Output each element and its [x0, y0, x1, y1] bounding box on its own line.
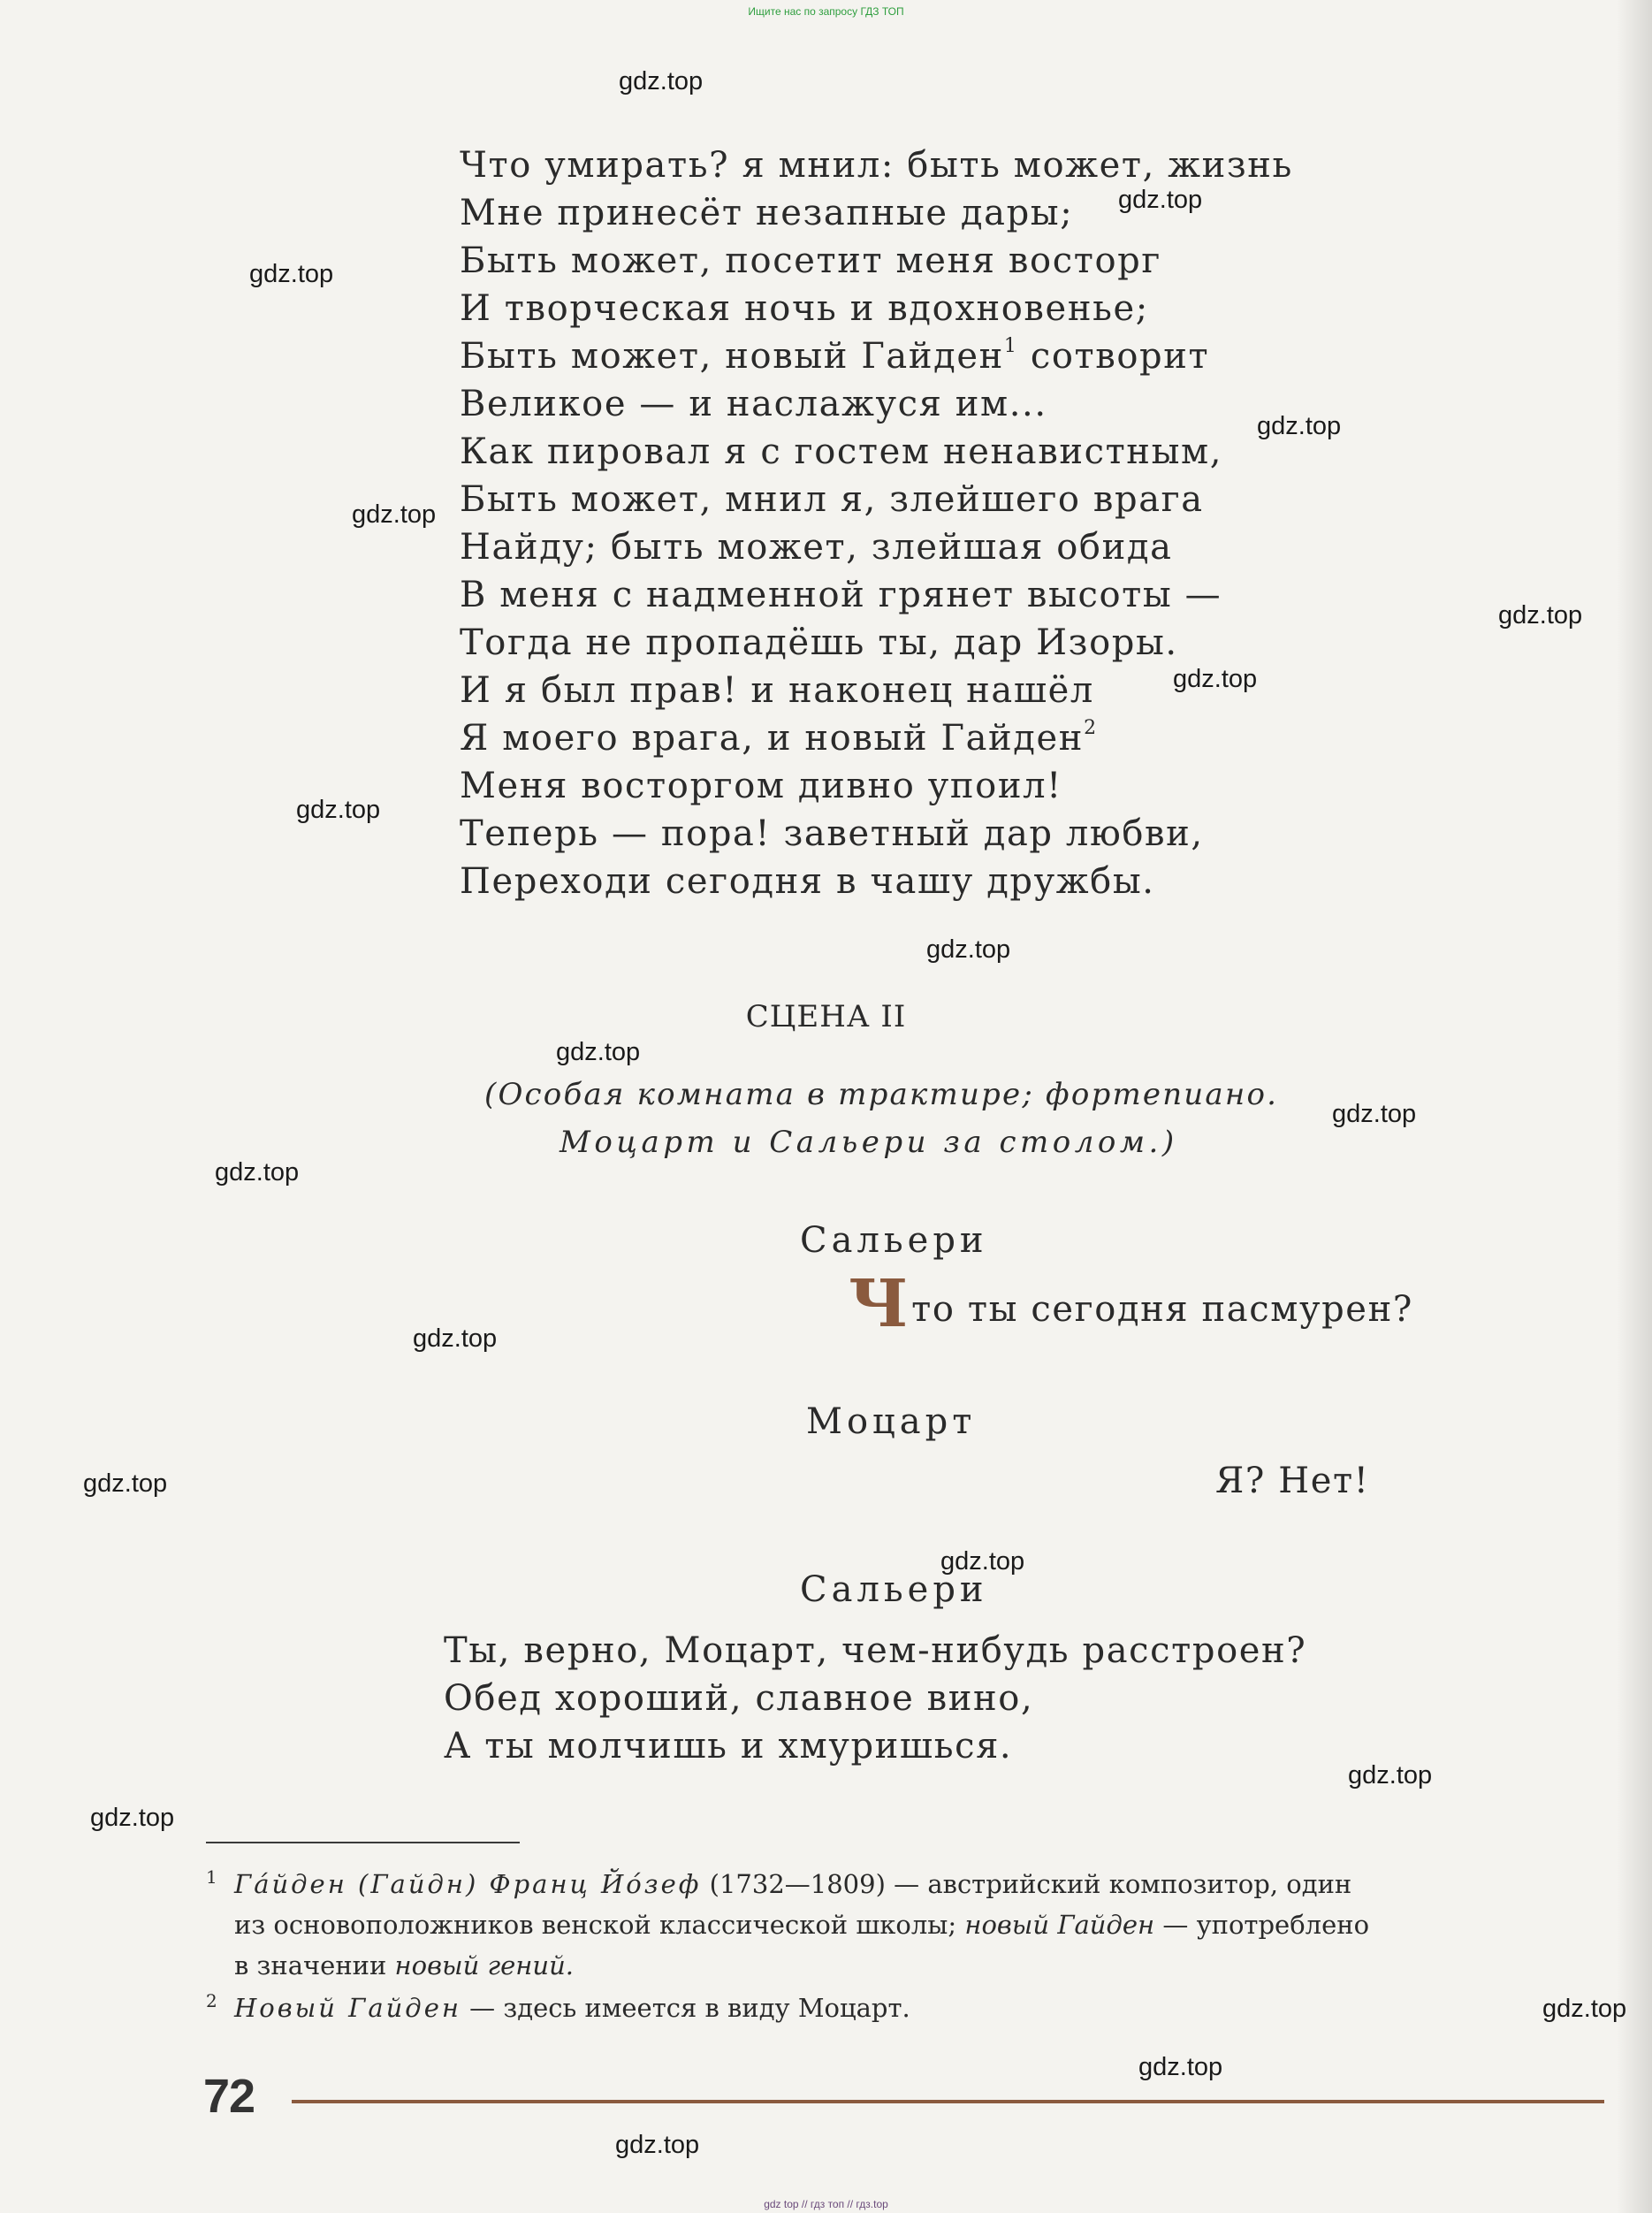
watermark: gdz.top: [1138, 2053, 1223, 2081]
footnote-term: Новый Гайден: [234, 1993, 461, 2023]
watermark: gdz.top: [1118, 186, 1203, 214]
footnote-number: 1: [206, 1866, 217, 1888]
footnote-1: [206, 1864, 1611, 1986]
footnote-text: [234, 1864, 1611, 1986]
poem-line-text: сотворит: [1017, 336, 1210, 377]
watermark: gdz.top: [413, 1324, 498, 1353]
footnote-term: новый гений.: [394, 1950, 574, 1980]
poem-line: [460, 332, 1432, 380]
watermark: gdz.top: [1542, 1995, 1627, 2023]
poem-line: Меня восторгом дивно упоил!: [460, 766, 1062, 806]
footnote-text-part: — употреблено: [1154, 1910, 1370, 1940]
watermark: gdz.top: [249, 260, 334, 288]
drop-cap: Ч: [849, 1266, 910, 1342]
poem-line: Найду; быть может, злейшая обида: [460, 527, 1173, 568]
watermark: gdz.top: [940, 1547, 1025, 1576]
poem-line: Как пировал я с гостем ненавистным,: [460, 431, 1223, 472]
footnote-text-part: из основоположников венской классической школы;: [234, 1910, 965, 1940]
poem-line: Быть может, посетит меня восторг: [460, 240, 1161, 281]
poem-block: [460, 141, 1432, 905]
speaker-name: Сальери: [800, 1569, 988, 1610]
footnote-text-part: — здесь имеется в виду Моцарт.: [461, 1993, 910, 2023]
poem-line: Что умирать? я мнил: быть может, жизнь: [460, 145, 1293, 186]
poem-line: Переходи сегодня в чашу дружбы.: [460, 861, 1155, 902]
stage-direction-line: Моцарт и Сальери за столом.): [560, 1125, 1178, 1160]
poem-line-text: Быть может, новый Гайден: [460, 336, 1004, 377]
footnote-term: новый Гайден: [964, 1910, 1155, 1940]
dialogue-line: А ты молчишь и хмуришься.: [444, 1726, 1013, 1767]
watermark: gdz.top: [1173, 665, 1258, 693]
dialogue-line: [849, 1266, 1413, 1342]
watermark: gdz.top: [556, 1038, 641, 1066]
poem-line: И творческая ночь и вдохновенье;: [460, 288, 1149, 329]
watermark: gdz.top: [1257, 412, 1342, 440]
watermark: gdz.top: [1498, 601, 1583, 630]
poem-line: Тогда не пропадёшь ты, дар Изоры.: [460, 622, 1178, 663]
top-banner[interactable]: Ищите нас по запросу ГДЗ ТОП: [748, 5, 904, 18]
poem-line: И я был прав! и наконец нашёл: [460, 670, 1094, 711]
speaker-name: Моцарт: [806, 1401, 977, 1442]
poem-line: [460, 714, 1432, 762]
dialogue-line: Я? Нет!: [1215, 1461, 1370, 1501]
stage-direction-line: (Особая комната в трактире; фортепиано.: [484, 1077, 1279, 1112]
footnote-ref-2: 2: [1084, 717, 1098, 739]
watermark: gdz.top: [615, 2131, 700, 2159]
footnote-number: 2: [206, 1990, 217, 2011]
footnote-2: [206, 1988, 1611, 2028]
bottom-banner[interactable]: gdz top // гдз топ // гдз.top: [764, 2198, 888, 2210]
watermark: gdz.top: [215, 1158, 300, 1187]
poem-line: Мне принесёт незапные дары;: [460, 193, 1074, 233]
dialogue-text: то ты сегодня пасмурен?: [911, 1289, 1413, 1330]
watermark: gdz.top: [1332, 1100, 1417, 1128]
watermark: gdz.top: [83, 1469, 168, 1498]
footnote-divider: [206, 1842, 520, 1843]
watermark: gdz.top: [1348, 1761, 1433, 1789]
page-edge-shadow: [1617, 0, 1652, 2213]
watermark: gdz.top: [90, 1804, 175, 1832]
scene-title: СЦЕНА II: [745, 999, 907, 1034]
footnote-ref-1: 1: [1003, 335, 1018, 357]
page-number: 72: [203, 2070, 255, 2123]
poem-line: Теперь — пора! заветный дар любви,: [460, 813, 1204, 854]
dialogue-block: [444, 1627, 1306, 1770]
poem-line: В меня с надменной грянет высоты —: [460, 575, 1222, 615]
footnote-text-part: в значении: [234, 1950, 395, 1980]
footnote-text-part: (1732—1809) — австрийский композитор, один: [701, 1869, 1352, 1899]
poem-line: Великое — и наслажуся им...: [460, 384, 1047, 424]
footnote-text: [234, 1988, 1611, 2028]
dialogue-line: Обед хороший, славное вино,: [444, 1678, 1034, 1719]
poem-line-text: Я моего врага, и новый Гайден: [460, 718, 1085, 759]
speaker-name: Сальери: [800, 1220, 988, 1261]
page-footer-rule: [292, 2100, 1604, 2103]
watermark: gdz.top: [352, 500, 437, 529]
watermark: gdz.top: [296, 796, 381, 824]
poem-line: Быть может, мнил я, злейшего врага: [460, 479, 1204, 520]
watermark: gdz.top: [926, 935, 1011, 964]
dialogue-line: Ты, верно, Моцарт, чем-нибудь расстроен?: [444, 1630, 1307, 1671]
watermark: gdz.top: [619, 67, 704, 95]
footnote-term: Га́йден (Гайдн) Франц Йо́зеф: [234, 1869, 702, 1899]
